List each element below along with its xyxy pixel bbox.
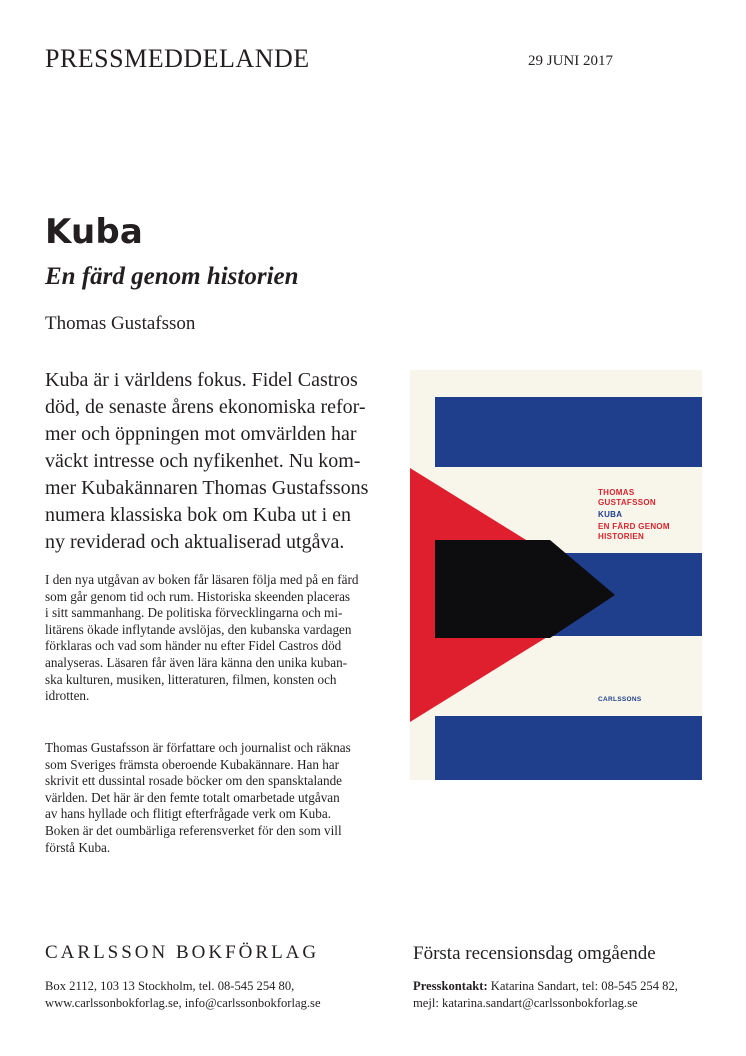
body-paragraph-2	[45, 740, 390, 856]
body-line: idrotten.	[45, 688, 90, 704]
body-line: världen. Det här är den femte totalt omarbetade utgåvan	[45, 789, 340, 805]
body-line: ska kulturen, musiken, litteraturen, filmen, konsten och	[45, 671, 337, 687]
body-line: i sitt sammanhang. De politiska förvecklingarna och mi-	[45, 605, 343, 621]
body-line: som går genom tid och rum. Historiska skeenden placeras	[45, 588, 351, 604]
contact-label: Presskontakt:	[413, 979, 488, 993]
lead-line: mer Kubakännaren Thomas Gustafssons	[45, 477, 369, 499]
lead-line: mer och öppningen mot omvärlden har	[45, 423, 357, 445]
body-line: I den nya utgåvan av boken får läsaren följa med på en färd	[45, 572, 359, 587]
contact-line-1	[413, 978, 678, 995]
cover-subtitle-line: EN FÄRD GENOM	[598, 522, 670, 531]
document-heading: PRESSMEDDELANDE	[45, 44, 310, 73]
body-line: som Sveriges främsta oberoende Kubakännare. Han har	[45, 756, 340, 772]
lead-line: död, de senaste årens ekonomiska refor-	[45, 396, 366, 418]
press-contact	[413, 978, 678, 1012]
lead-line: Kuba är i världens fokus. Fidel Castros	[45, 369, 358, 391]
cover-stripe-bottom	[435, 716, 702, 780]
contact-details: Katarina Sandart, tel: 08-545 254 82,	[487, 979, 678, 993]
book-title: Kuba	[45, 212, 144, 252]
release-date: 29 JUNI 2017	[528, 53, 613, 69]
book-subtitle: En färd genom historien	[45, 263, 299, 290]
cover-title: KUBA	[598, 510, 623, 519]
body-line: analyseras. Läsaren får även lära känna den unika kuban-	[45, 654, 348, 670]
body-line: skrivit ett dussintal rosade böcker om den spansktalande	[45, 773, 343, 789]
review-date-note: Första recensionsdag omgående	[413, 943, 656, 964]
contact-line-2: mejl: katarina.sandart@carlssonbokforlag.se	[413, 996, 638, 1010]
body-paragraph-1	[45, 572, 390, 705]
body-line: förstå Kuba.	[45, 839, 111, 855]
cuban-flag-cover	[410, 370, 702, 780]
book-author: Thomas Gustafsson	[45, 313, 196, 334]
body-line: Boken är det oumbärliga referensverket för den som vill	[45, 822, 342, 838]
body-line: Thomas Gustafsson är författare och journalist och räknas	[45, 740, 351, 755]
address-line: Box 2112, 103 13 Stockholm, tel. 08-545 254 80,	[45, 979, 295, 993]
lead-paragraph	[45, 367, 405, 556]
cover-stripe-top	[435, 397, 702, 467]
cover-subtitle-line: HISTORIEN	[598, 531, 645, 541]
book-cover-image	[410, 370, 702, 780]
body-line: förklaras och vad som händer nu efter Fidel Castros död	[45, 638, 342, 654]
publisher-name: CARLSSON BOKFÖRLAG	[45, 942, 320, 963]
body-line: litärens ökade inflytande avslöjas, den kubanska vardagen	[45, 621, 352, 637]
cover-subtitle	[598, 522, 670, 541]
lead-line: ny reviderad och aktualiserad utgåva.	[45, 531, 345, 553]
address-line: www.carlssonbokforlag.se, info@carlssonbokforlag.se	[45, 996, 321, 1010]
body-line: av hans hyllade och flitigt efterfrågade verk om Kuba.	[45, 806, 331, 822]
cover-author	[598, 488, 656, 507]
publisher-address	[45, 978, 321, 1012]
cover-publisher: CARLSSONS	[598, 696, 642, 703]
cover-author-line: THOMAS	[598, 488, 635, 497]
cover-author-line: GUSTAFSSON	[598, 497, 656, 507]
lead-line: väckt intresse och nyfikenhet. Nu kom-	[45, 450, 361, 472]
lead-line: numera klassiska bok om Kuba ut i en	[45, 504, 352, 526]
